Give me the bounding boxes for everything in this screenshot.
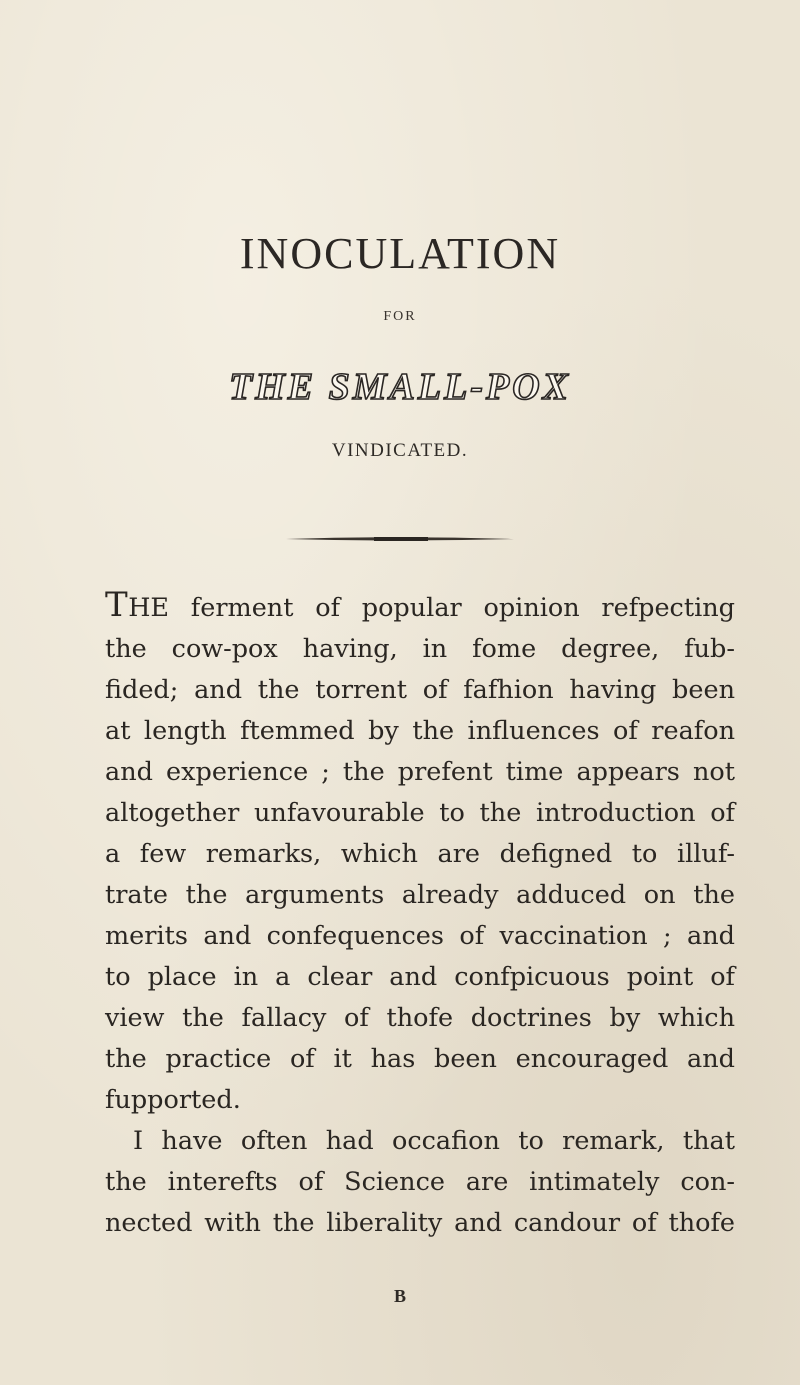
- text-line: the cow-pox having, in fome degree, fub-: [105, 634, 735, 664]
- text-line: to place in a clear and confpicuous point of: [105, 962, 735, 992]
- page-subtitle: THE SMALL-POX: [229, 366, 571, 408]
- signature-mark: B: [393, 1286, 406, 1306]
- text-line: fupported.: [105, 1085, 241, 1115]
- text-line: altogether unfavourable to the introduction of: [105, 798, 735, 828]
- drop-cap: T: [105, 585, 129, 625]
- body-text: [105, 585, 735, 1244]
- text-line: THE ferment of popular opinion refpecting: [105, 585, 735, 625]
- page-title: INOCULATION: [239, 229, 561, 278]
- text-line: I have often had occafion to remark, that: [133, 1126, 735, 1156]
- text-line: the interefts of Science are intimately con-: [105, 1167, 735, 1197]
- text-line: the practice of it has been encouraged and: [105, 1044, 735, 1074]
- title-tail: VINDICATED.: [331, 440, 469, 461]
- text-line: and experience ; the prefent time appears not: [105, 757, 735, 787]
- title-connector: FOR: [383, 309, 417, 324]
- text-line: nected with the liberality and candour of thofe: [105, 1208, 735, 1238]
- text-line: trate the arguments already adduced on the: [105, 880, 735, 910]
- text-line: merits and confequences of vaccination ; and: [105, 921, 735, 951]
- text-line: fided; and the torrent of fafhion having been: [105, 675, 735, 705]
- text-line: at length ftemmed by the influences of reafon: [105, 716, 735, 746]
- ornamental-rule: [0, 534, 800, 544]
- text-line: view the fallacy of thofe doctrines by which: [105, 1003, 735, 1033]
- text-line: a few remarks, which are defigned to illuf-: [105, 839, 735, 869]
